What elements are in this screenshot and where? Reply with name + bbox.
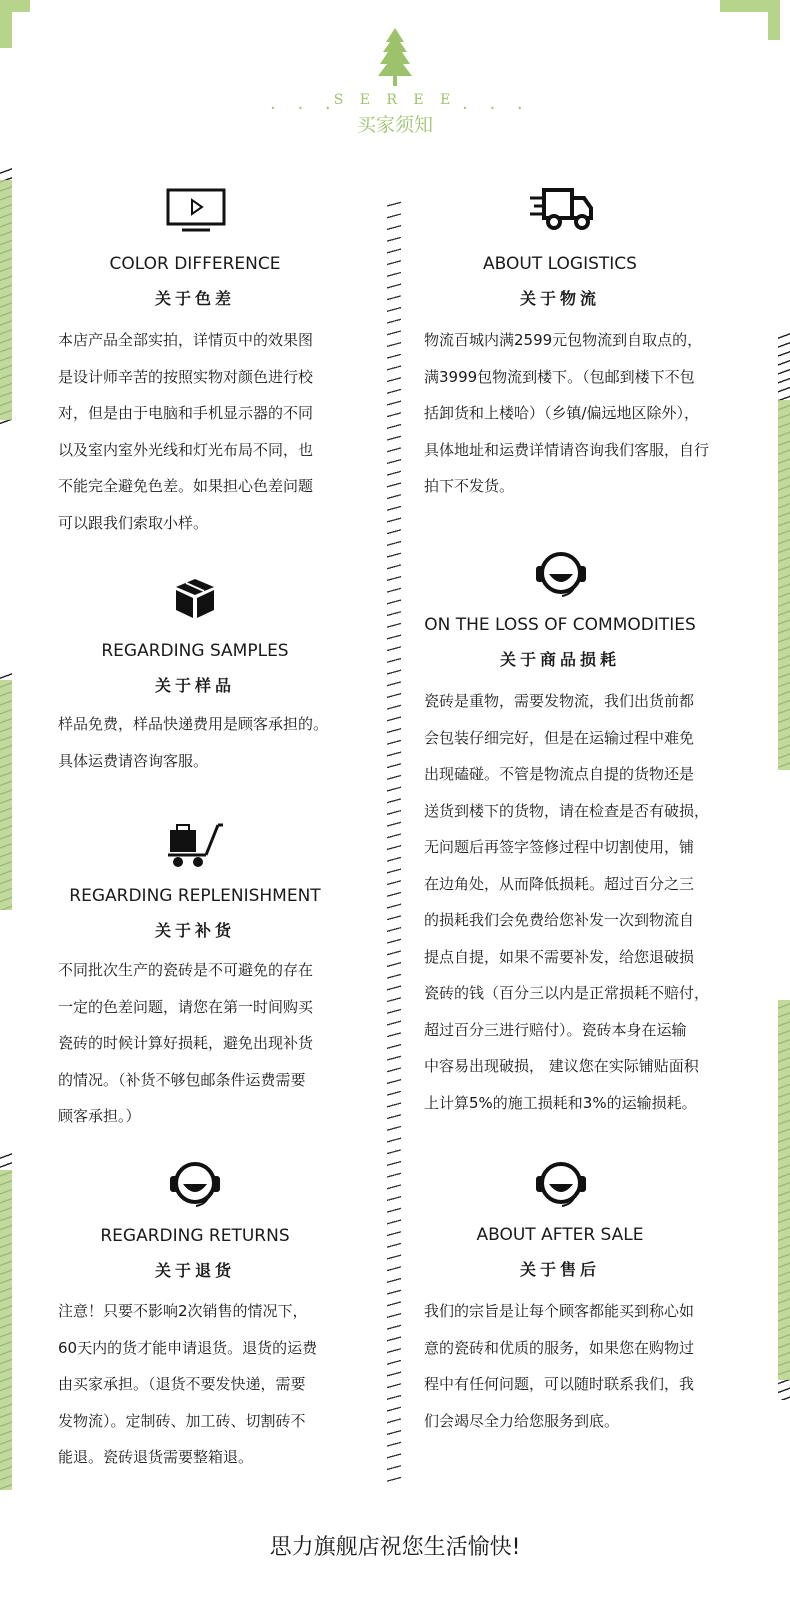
delivery-truck-icon [528, 188, 594, 230]
body-line: 一定的色差问题，请您在第一时间购买 [58, 997, 314, 1016]
body-line: 以及室内室外光线和灯光布局不同，也 [58, 440, 314, 459]
body-line: 顾客承担。） [58, 1107, 141, 1125]
body-line: 拍下不发货。 [424, 477, 515, 495]
hand-truck-icon [166, 822, 224, 868]
body-line: 中容易出现破损， 建议您在实际铺贴面积 [424, 1057, 699, 1075]
section-title-zh: 关于商品损耗 [499, 650, 620, 669]
headset-smile-icon [536, 550, 586, 598]
section-title-en: ON THE LOSS OF COMMODITIES [424, 615, 696, 635]
body-line: 无问题后再签字签修过程中切割使用，铺 [424, 838, 695, 856]
body-line: 是设计师辛苦的按照实物对颜色进行校 [58, 367, 314, 386]
headset-smile-icon [536, 1160, 586, 1208]
section-title-en: REGARDING SAMPLES [101, 641, 289, 661]
loss-body [424, 683, 709, 1121]
body-line: 上计算5%的施工损耗和3%的运输损耗。 [424, 1093, 697, 1112]
body-line: 们会竭尽全力给您服务到底。 [424, 1411, 620, 1430]
body-line: 样品免费，样品快递费用是顾客承担的。 [58, 715, 329, 733]
section-title-zh: 关于色差 [154, 289, 235, 308]
body-line: 满3999包物流到楼下。（包邮到楼下不包 [424, 367, 695, 386]
pine-tree-icon [378, 28, 412, 86]
section-title-en: ABOUT AFTER SALE [476, 1225, 644, 1245]
body-line: 60天内的货才能申请退货。退货的运费 [58, 1338, 318, 1357]
section-title-zh: 关于物流 [519, 289, 600, 308]
center-divider [387, 195, 401, 1485]
section-title-zh: 关于退货 [154, 1261, 235, 1280]
body-line: 不同批次生产的瓷砖是不可避免的存在 [58, 961, 314, 979]
box-icon [172, 577, 218, 619]
body-line: 的情况。（补货不够包邮条件运费需要 [58, 1070, 306, 1089]
body-line: 由买家承担。（退货不要发快递，需要 [58, 1375, 306, 1393]
body-line: 提点自提，如果不需要补发，给您退破损 [424, 947, 695, 966]
returns-body [58, 1293, 317, 1476]
body-line: 瓷砖的钱（百分三以内是正常损耗不赔付， [424, 984, 710, 1002]
body-line: 瓷砖是重物，需要发物流，我们出货前都 [424, 692, 695, 710]
body-line: 不能完全避免色差。如果担心色差问题 [58, 477, 314, 495]
body-line: 我们的宗旨是让每个顾客都能买到称心如 [424, 1302, 695, 1320]
section-title-en: REGARDING RETURNS [100, 1226, 290, 1246]
brand-name: S E R E E [333, 92, 457, 108]
body-line: 出现磕碰。不管是物流点自提的货物还是 [424, 765, 695, 783]
body-line: 发物流）。定制砖、加工砖、切割砖不 [58, 1411, 306, 1430]
body-line: 程中有任何问题，可以随时联系我们，我 [424, 1375, 695, 1393]
replenishment-body [58, 952, 313, 1135]
page-subtitle: 买家须知 [356, 114, 433, 136]
section-title-zh: 关于样品 [154, 676, 235, 695]
body-line: 物流百城内满2599元包物流到自取点的， [424, 331, 703, 349]
section-title-zh: 关于补货 [154, 921, 235, 940]
body-line: 在边角处，从而降低损耗。超过百分之三 [424, 874, 695, 893]
headset-smile-icon [170, 1160, 220, 1208]
body-line: 会包装仔细完好，但是在运输过程中难免 [424, 728, 695, 747]
body-line: 注意！只要不影响2次销售的情况下， [58, 1302, 308, 1320]
body-line: 超过百分三进行赔付）。瓷砖本身在运输 [424, 1020, 687, 1039]
section-title-zh: 关于售后 [519, 1260, 600, 1279]
monitor-play-icon [166, 188, 226, 232]
logistics-body [424, 322, 709, 505]
body-line: 瓷砖的时候计算好损耗，避免出现补货 [58, 1034, 314, 1052]
body-line: 的损耗我们会免费给您补发一次到物流自 [424, 911, 695, 929]
section-title-en: ABOUT LOGISTICS [483, 254, 637, 274]
body-line: 意的瓷砖和优质的服务，如果您在购物过 [424, 1338, 695, 1357]
section-title-en: REGARDING REPLENISHMENT [69, 886, 321, 906]
color-difference-body [58, 322, 313, 541]
right-green-strip [778, 400, 790, 770]
body-line: 具体运费请咨询客服。 [58, 751, 209, 770]
decor-dots-left: · · · [270, 98, 339, 119]
body-line: 本店产品全部实拍，详情页中的效果图 [58, 331, 314, 349]
left-green-strip [0, 680, 12, 910]
samples-body [58, 706, 328, 779]
body-line: 送货到楼下的货物，请在检查是否有破损， [424, 801, 710, 820]
left-green-strip [0, 1170, 12, 1490]
footer-greeting: 思力旗舰店祝您生活愉快! [269, 1535, 521, 1560]
section-title-en: COLOR DIFFERENCE [109, 254, 281, 274]
right-green-strip [778, 1000, 790, 1380]
left-green-strip [0, 180, 12, 420]
body-line: 对，但是由于电脑和手机显示器的不同 [58, 404, 314, 422]
body-line: 具体地址和运费详情请咨询我们客服，自行 [424, 440, 710, 459]
body-line: 可以跟我们索取小样。 [58, 513, 209, 532]
body-line: 括卸货和上楼哈）（乡镇/偏远地区除外）， [424, 404, 700, 422]
header [0, 0, 790, 140]
decor-dots-right: · · · [462, 98, 531, 119]
body-line: 能退。瓷砖退货需要整箱退。 [58, 1448, 254, 1466]
after-sale-body [424, 1293, 694, 1439]
